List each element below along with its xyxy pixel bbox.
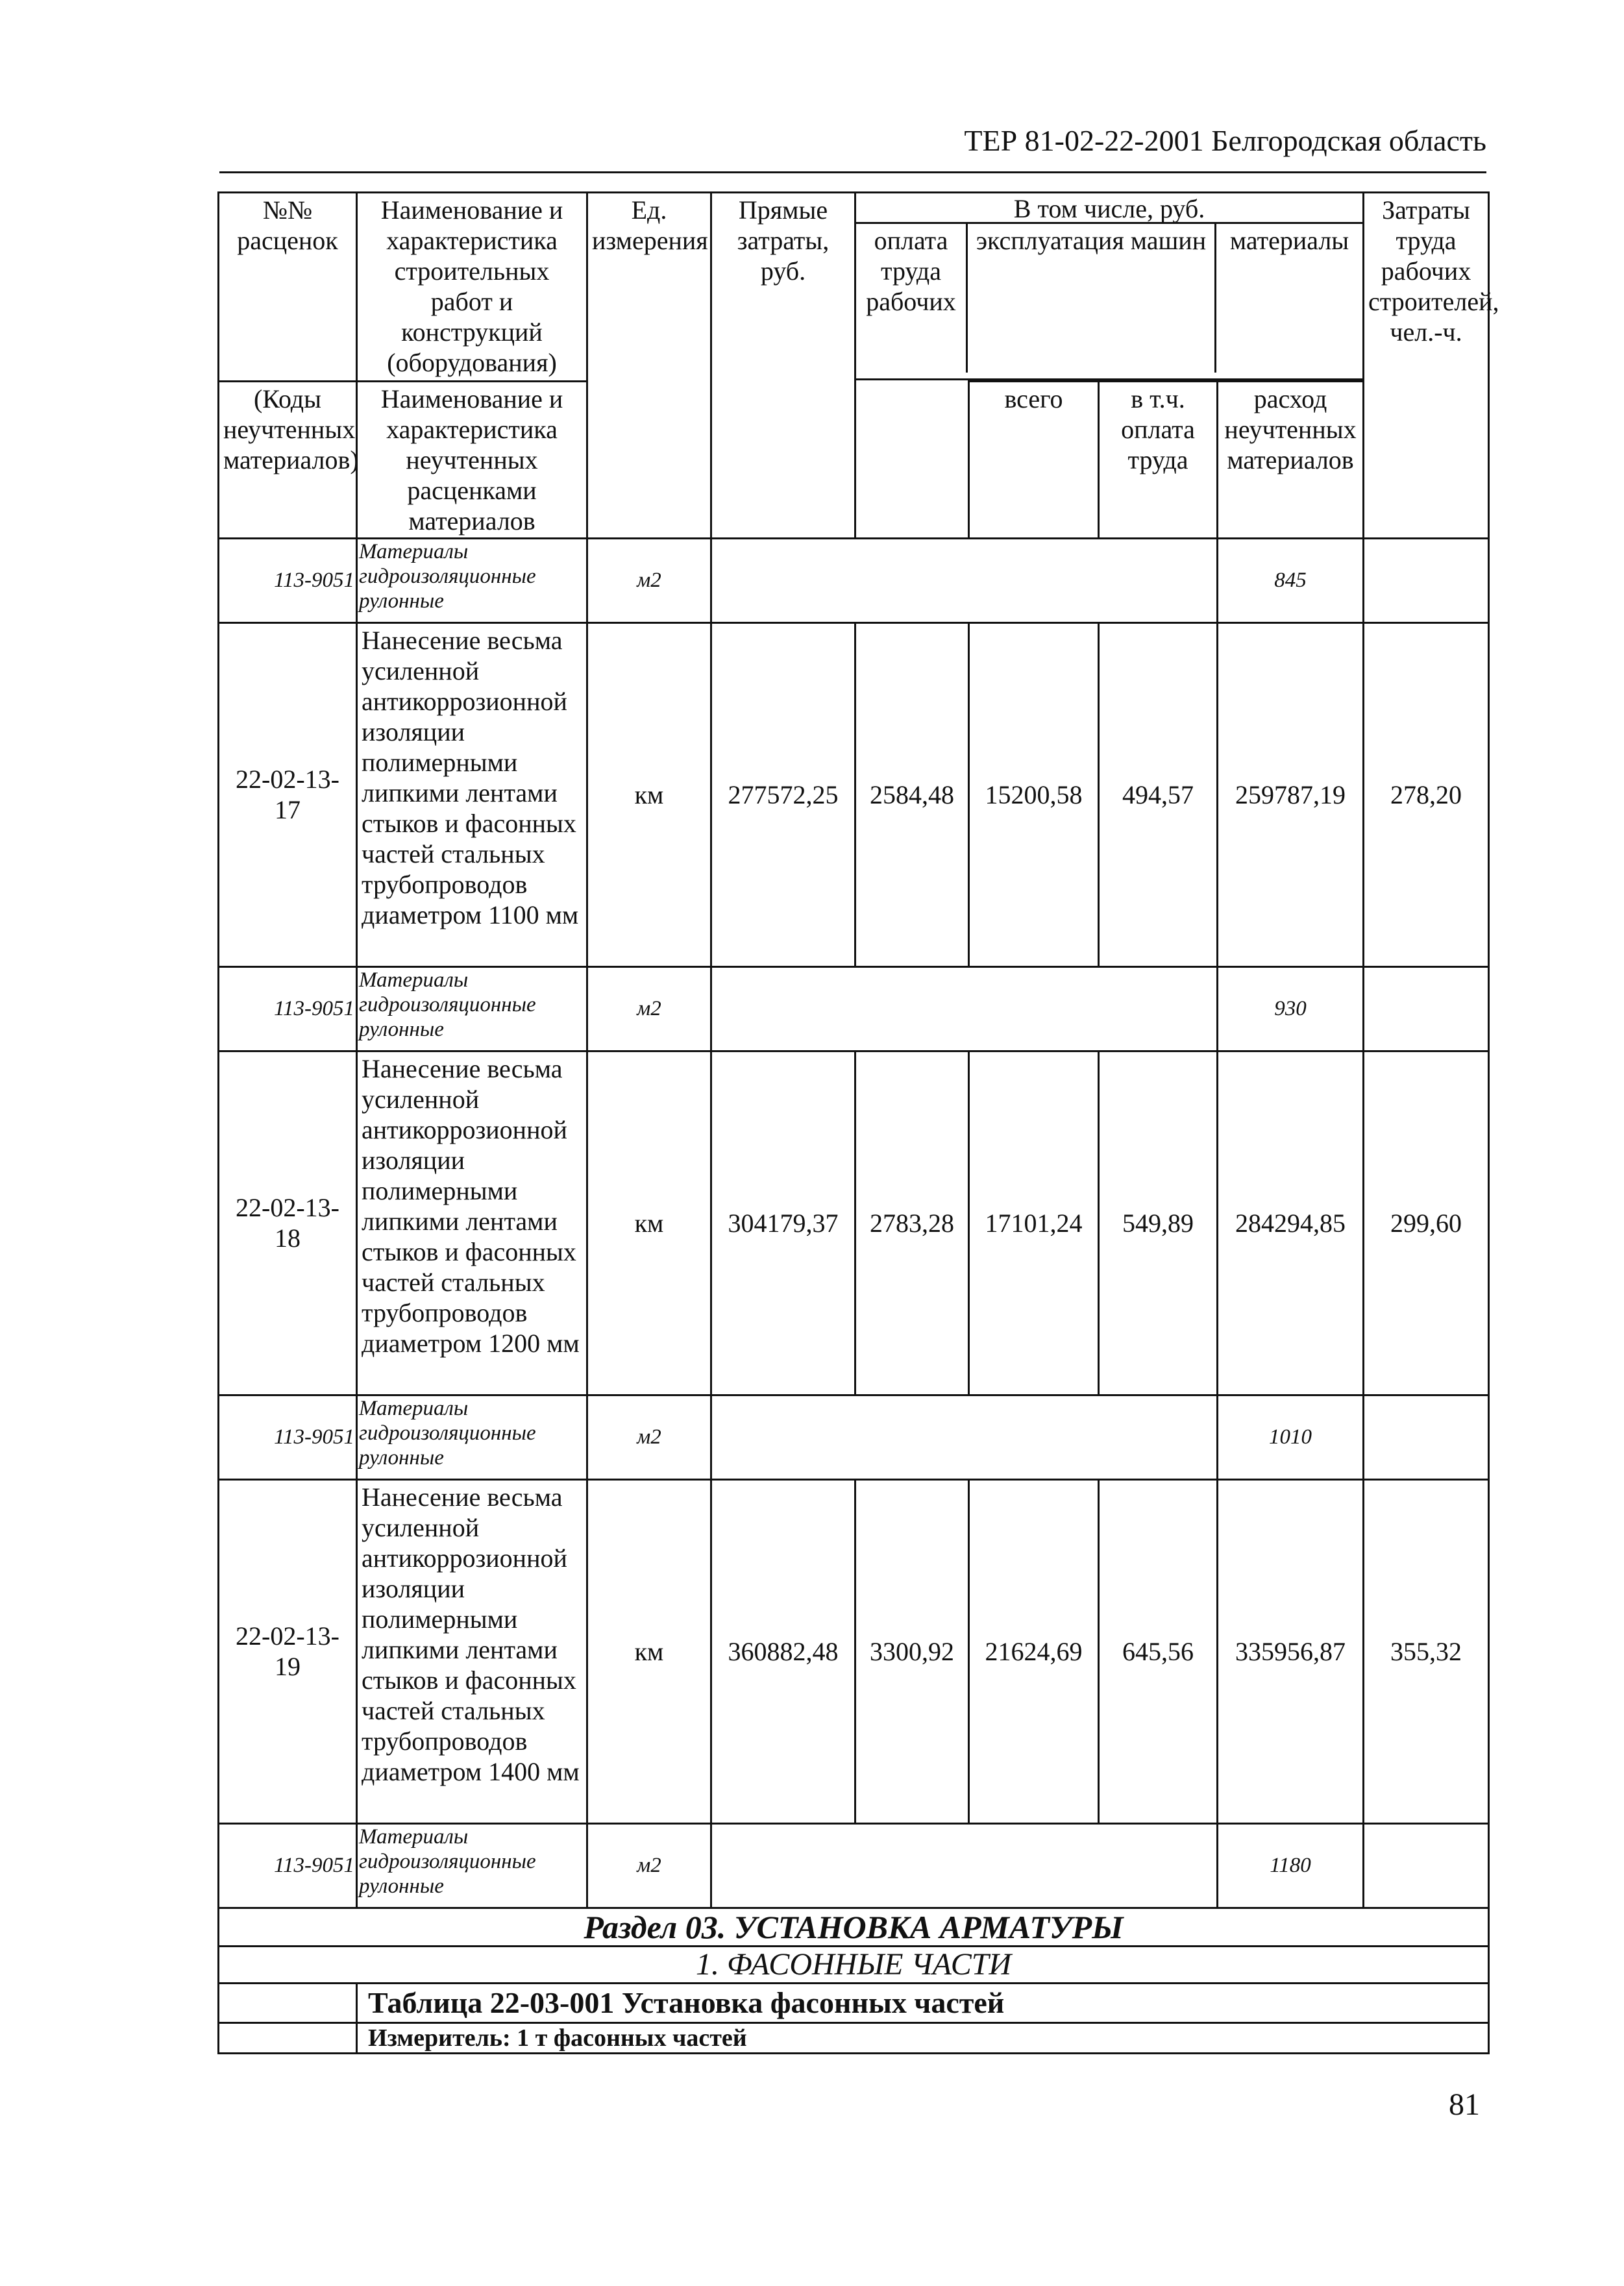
material-code: 113-9051 (219, 1823, 357, 1908)
material-unit: м2 (587, 966, 711, 1051)
col-head-incl-group (855, 193, 1364, 380)
material-blank (711, 1823, 1218, 1908)
work-unit: км (587, 1051, 711, 1395)
table-title: Таблица 22-03-001 Установка фасонных частей (357, 1983, 1489, 2022)
material-qty: 845 (1218, 538, 1364, 622)
col-head-materials: материалы (1229, 226, 1349, 255)
col-head-labor-pay-cont (855, 379, 969, 538)
col-head-unit: Ед. измерения (587, 193, 711, 539)
work-row (219, 1051, 1489, 1395)
col-head-consumption: расход неучтенных материалов (1218, 381, 1364, 538)
material-name: Материалы гидроизоляционные рулонные (357, 538, 587, 622)
material-blank (1364, 1395, 1489, 1479)
subsection-heading: 1. ФАСОННЫЕ ЧАСТИ (219, 1946, 1489, 1983)
header-row-1 (219, 193, 1489, 380)
materials-cost: 259787,19 (1218, 622, 1364, 966)
direct-costs: 277572,25 (711, 622, 855, 966)
col-head-total: всего (969, 381, 1099, 538)
work-name: Нанесение весьма усиленной антикоррозионной изоляции полимерными липкими лентами стыков и фасонных частей стальных трубопроводов диаметром 1100 мм (357, 622, 587, 966)
material-unit: м2 (587, 538, 711, 622)
col-head-incl-pay: в т.ч. оплата труда (1099, 381, 1218, 538)
col-head-incl: В том числе, руб. (856, 193, 1362, 224)
table-title-row (219, 1983, 1489, 2022)
rates-table (217, 191, 1499, 2054)
material-blank (711, 966, 1218, 1051)
section-heading: Раздел 03. УСТАНОВКА АРМАТУРЫ (219, 1908, 1489, 1946)
material-row (219, 966, 1489, 1051)
rate-code: 22-02-13-17 (219, 622, 357, 966)
machines-labor-pay: 549,89 (1099, 1051, 1218, 1395)
material-name: Материалы гидроизоляционные рулонные (357, 1395, 587, 1479)
work-row (219, 622, 1489, 966)
material-row (219, 538, 1489, 622)
machines-labor-pay: 645,56 (1099, 1479, 1218, 1823)
material-unit: м2 (587, 1823, 711, 1908)
material-row (219, 1823, 1489, 1908)
col-head-number: №№ расценок (219, 193, 357, 380)
direct-costs: 360882,48 (711, 1479, 855, 1823)
machines-total: 21624,69 (969, 1479, 1099, 1823)
labor-hours: 355,32 (1364, 1479, 1489, 1823)
machines-total: 17101,24 (969, 1051, 1099, 1395)
col-head-machines: эксплуатация машин (968, 224, 1216, 373)
col-head-name2: Наименование и характеристика неучтенных расценками материалов (357, 381, 587, 538)
rate-code: 22-02-13-19 (219, 1479, 357, 1823)
material-qty: 1010 (1218, 1395, 1364, 1479)
blank-cell (219, 1983, 357, 2022)
running-header: ТЕР 81-02-22-2001 Белгородская область (964, 124, 1486, 157)
work-unit: км (587, 622, 711, 966)
measure-unit: Измеритель: 1 т фасонных частей (357, 2022, 1489, 2053)
labor-hours: 278,20 (1364, 622, 1489, 966)
labor-pay: 3300,92 (855, 1479, 969, 1823)
col-head-labor: Затраты труда рабочих строителей, чел.-ч. (1364, 193, 1489, 539)
material-name: Материалы гидроизоляционные рулонные (357, 1823, 587, 1908)
work-name: Нанесение весьма усиленной антикоррозионной изоляции полимерными липкими лентами стыков и фасонных частей стальных трубопроводов диаметром 1200 мм (357, 1051, 587, 1395)
work-unit: км (587, 1479, 711, 1823)
machines-total: 15200,58 (969, 622, 1099, 966)
materials-cost: 284294,85 (1218, 1051, 1364, 1395)
section-row (219, 1908, 1489, 1946)
machines-labor-pay: 494,57 (1099, 622, 1218, 966)
material-name: Материалы гидроизоляционные рулонные (357, 966, 587, 1051)
material-code: 113-9051 (219, 966, 357, 1051)
col-head-codes: (Коды неучтенных материалов) (219, 381, 357, 538)
blank-cell (219, 2022, 357, 2053)
col-head-name: Наименование и характеристика строительных работ и конструкций (оборудования) (357, 193, 587, 380)
materials-cost: 335956,87 (1218, 1479, 1364, 1823)
incl-subheads (856, 224, 1362, 373)
labor-hours: 299,60 (1364, 1051, 1489, 1395)
material-blank (1364, 1823, 1489, 1908)
material-blank (711, 1395, 1218, 1479)
labor-pay: 2584,48 (855, 622, 969, 966)
material-code: 113-9051 (219, 1395, 357, 1479)
col-head-direct: Прямые затраты, руб. (711, 193, 855, 539)
material-row (219, 1395, 1489, 1479)
rate-code: 22-02-13-18 (219, 1051, 357, 1395)
col-head-labor-pay: оплата труда рабочих (856, 224, 968, 373)
material-qty: 1180 (1218, 1823, 1364, 1908)
material-code: 113-9051 (219, 538, 357, 622)
material-qty: 930 (1218, 966, 1364, 1051)
material-blank (1364, 538, 1489, 622)
material-blank (711, 538, 1218, 622)
labor-pay: 2783,28 (855, 1051, 969, 1395)
material-unit: м2 (587, 1395, 711, 1479)
material-blank (1364, 966, 1489, 1051)
work-row (219, 1479, 1489, 1823)
header-rule (219, 171, 1486, 173)
direct-costs: 304179,37 (711, 1051, 855, 1395)
measure-row (219, 2022, 1489, 2053)
work-name: Нанесение весьма усиленной антикоррозионной изоляции полимерными липкими лентами стыков и фасонных частей стальных трубопроводов диаметром 1400 мм (357, 1479, 587, 1823)
page-number: 81 (1449, 2087, 1480, 2122)
subsection-row (219, 1946, 1489, 1983)
